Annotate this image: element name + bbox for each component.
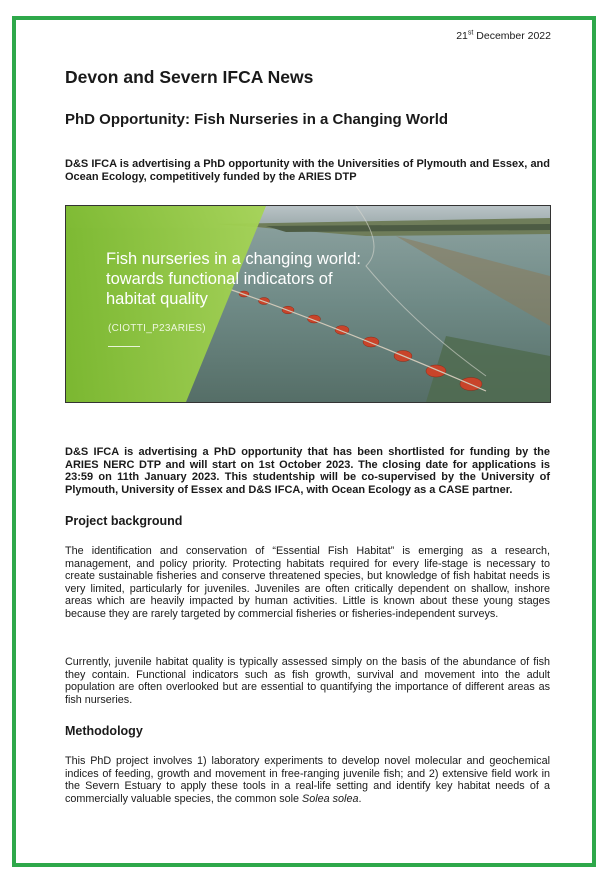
background-paragraph-1: The identification and conservation of “Essential Fish Habitat” is emerging as a research, management, and policy priority. Protecting habitats required for every life-stage is necessary to create sustainable fisheries and conserve threatened species, but knowledge of fish habitat needs is very limited, particularly for juveniles. Juveniles are often critically dependent on shallow, inshore areas which are heavily impacted by human activities. Little is known about these young stages because they are rarely targeted by commercial fisheries or fisheries-independent surveys.	[65, 545, 550, 620]
banner-divider	[108, 346, 140, 347]
issue-date: 21st December 2022	[456, 29, 551, 42]
lead-paragraph: D&S IFCA is advertising a PhD opportunity with the Universities of Plymouth and Essex, and Ocean Ecology, competitively funded by the ARIES DTP	[65, 158, 550, 183]
banner-project-code: (CIOTTI_P23ARIES)	[108, 323, 206, 334]
species-name: Solea solea	[302, 792, 359, 805]
hero-banner	[65, 205, 551, 403]
newsletter-title: Devon and Severn IFCA News	[65, 67, 314, 87]
background-paragraph-2: Currently, juvenile habitat quality is typically assessed simply on the basis of the abundance of fish they contain. Functional indicators such as fish growth, survival and movement into the adult population are often overlooked but are essential to quantifying the importance of different areas as fish nurseries.	[65, 656, 550, 706]
page-border	[12, 16, 596, 867]
intro-paragraph: D&S IFCA is advertising a PhD opportunity that has been shortlisted for funding by the ARIES NERC DTP and will start on 1st October 2023. The closing date for applications is 23:59 on 11th January 2023. This studentship will be co-supervised by the University of Plymouth, University of Essex and D&S IFCA, with Ocean Ecology as a CASE partner.	[65, 446, 550, 496]
banner-heading: Fish nurseries in a changing world: towards functional indicators of habitat quality	[106, 250, 361, 308]
article-title: PhD Opportunity: Fish Nurseries in a Changing World	[65, 111, 449, 128]
methodology-heading: Methodology	[65, 724, 143, 738]
methodology-paragraph: This PhD project involves 1) laboratory experiments to develop novel molecular and geochemical indices of feeding, growth and movement in free-ranging juvenile fish; and 2) extensive field work in the Severn Estuary to apply these tools in a real-life setting and identify key habitat needs of a commercially valuable species, the common sole Solea solea.	[65, 755, 550, 805]
project-background-heading: Project background	[65, 514, 183, 528]
